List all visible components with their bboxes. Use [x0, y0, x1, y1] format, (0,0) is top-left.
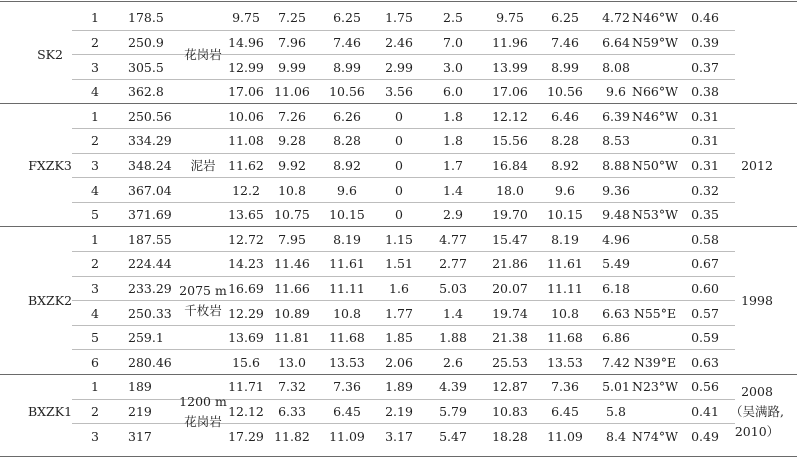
depth-value: 317 [128, 428, 152, 444]
depth-value: 219 [128, 403, 152, 419]
coefficient-value: 0.59 [691, 330, 719, 346]
coefficient-value: 0.35 [691, 207, 719, 223]
row-divider [72, 54, 735, 55]
stress-value: 11.68 [547, 330, 583, 346]
stress-value: 8.92 [333, 157, 361, 173]
stress-value: 4.39 [439, 379, 467, 395]
stress-value: 7.36 [551, 379, 579, 395]
stress-value: 17.06 [228, 84, 264, 100]
stress-value: 9.6 [337, 182, 357, 198]
stress-value: 12.72 [228, 231, 264, 247]
stress-value: 19.74 [492, 305, 528, 321]
stress-value: 6.39 [602, 108, 630, 124]
stress-value: 6.25 [551, 10, 579, 26]
row-number: 1 [91, 379, 99, 395]
row-number: 1 [91, 231, 99, 247]
row-divider [72, 399, 735, 400]
depth-value: 187.55 [128, 231, 172, 247]
stress-value: 6.46 [551, 108, 579, 124]
stress-direction: N46°W [632, 108, 678, 124]
stress-value: 5.03 [439, 280, 467, 296]
row-number: 3 [91, 157, 99, 173]
stress-value: 1.89 [385, 379, 413, 395]
row-divider [72, 423, 735, 424]
stress-direction: N59°W [632, 34, 678, 50]
coefficient-value: 0.31 [691, 133, 719, 149]
row-number: 1 [91, 108, 99, 124]
stress-value: 17.29 [228, 428, 264, 444]
coefficient-value: 0.41 [691, 403, 719, 419]
stress-value: 2.9 [443, 207, 463, 223]
stress-value: 7.32 [278, 379, 306, 395]
stress-value: 9.6 [606, 84, 626, 100]
stress-value: 2.6 [443, 354, 463, 370]
stress-value: 1.6 [389, 280, 409, 296]
stress-value: 6.0 [443, 84, 463, 100]
stress-value: 10.8 [278, 182, 306, 198]
stress-value: 6.86 [602, 330, 630, 346]
year-source-label: 2008 [741, 383, 773, 399]
lithology-label: 花岗岩 [184, 47, 222, 63]
stress-value: 0 [395, 108, 403, 124]
row-divider [72, 30, 735, 31]
borehole-label: SK2 [37, 47, 63, 63]
stress-value: 5.47 [439, 428, 467, 444]
row-number: 2 [91, 34, 99, 50]
year-source-label: （吴满路, [730, 403, 784, 419]
stress-direction: N39°E [633, 354, 677, 370]
row-divider [72, 202, 735, 203]
row-number: 2 [91, 133, 99, 149]
stress-value: 2.46 [385, 34, 413, 50]
stress-value: 10.15 [547, 207, 583, 223]
stress-value: 11.68 [329, 330, 365, 346]
stress-value: 15.6 [232, 354, 260, 370]
stress-value: 16.69 [228, 280, 264, 296]
stress-value: 8.19 [551, 231, 579, 247]
stress-value: 1.85 [385, 330, 413, 346]
stress-value: 1.4 [443, 182, 463, 198]
stress-value: 5.49 [602, 256, 630, 272]
stress-value: 12.12 [492, 108, 528, 124]
stress-value: 3.17 [385, 428, 413, 444]
row-number: 3 [91, 280, 99, 296]
stress-value: 9.75 [496, 10, 524, 26]
stress-value: 13.53 [329, 354, 365, 370]
stress-value: 1.15 [385, 231, 413, 247]
row-divider [72, 300, 735, 301]
stress-direction: N66°W [632, 84, 678, 100]
depth-value: 250.9 [128, 34, 164, 50]
stress-value: 11.06 [274, 84, 310, 100]
stress-value: 7.46 [551, 34, 579, 50]
stress-value: 2.19 [385, 403, 413, 419]
stress-value: 15.56 [492, 133, 528, 149]
coefficient-value: 0.58 [691, 231, 719, 247]
row-number: 3 [91, 428, 99, 444]
year-source-label: 2010） [734, 423, 780, 439]
stress-value: 6.18 [602, 280, 630, 296]
stress-value: 10.83 [492, 403, 528, 419]
stress-direction: N23°W [632, 379, 678, 395]
stress-value: 10.8 [333, 305, 361, 321]
row-number: 4 [91, 305, 99, 321]
stress-value: 8.88 [602, 157, 630, 173]
lithology-label: 1200 m [179, 393, 227, 409]
stress-value: 13.0 [278, 354, 306, 370]
depth-value: 348.24 [128, 157, 172, 173]
row-divider [72, 128, 735, 129]
row-number: 2 [91, 256, 99, 272]
coefficient-value: 0.39 [691, 34, 719, 50]
borehole-label: BXZK1 [27, 403, 73, 419]
stress-direction: N46°W [632, 10, 678, 26]
stress-value: 11.61 [329, 256, 365, 272]
row-divider [72, 79, 735, 80]
stress-value: 12.2 [232, 182, 260, 198]
stress-value: 5.79 [439, 403, 467, 419]
depth-value: 224.44 [128, 256, 172, 272]
depth-value: 305.5 [128, 59, 164, 75]
stress-value: 0 [395, 157, 403, 173]
stress-value: 12.12 [228, 403, 264, 419]
stress-value: 1.88 [439, 330, 467, 346]
stress-value: 18.28 [492, 428, 528, 444]
stress-value: 8.53 [602, 133, 630, 149]
year-source-label: 2012 [741, 157, 773, 173]
stress-direction: N55°E [633, 305, 677, 321]
coefficient-value: 0.49 [691, 428, 719, 444]
row-number: 1 [91, 10, 99, 26]
stress-value: 10.56 [329, 84, 365, 100]
borehole-label: FXZK3 [28, 157, 72, 173]
stress-value: 2.06 [385, 354, 413, 370]
stress-value: 11.71 [228, 379, 264, 395]
row-number: 4 [91, 182, 99, 198]
stress-value: 11.61 [547, 256, 583, 272]
stress-value: 20.07 [492, 280, 528, 296]
stress-value: 7.26 [278, 108, 306, 124]
stress-value: 8.28 [551, 133, 579, 149]
lithology-label: 花岗岩 [184, 413, 222, 429]
stress-value: 7.46 [333, 34, 361, 50]
depth-value: 371.69 [128, 207, 172, 223]
depth-value: 334.29 [128, 133, 172, 149]
table-bottom-rule [0, 456, 797, 457]
row-divider [72, 153, 735, 154]
lithology-label: 2075 m [179, 283, 227, 299]
stress-value: 7.96 [278, 34, 306, 50]
stress-value: 8.28 [333, 133, 361, 149]
row-number: 3 [91, 59, 99, 75]
stress-value: 5.8 [606, 403, 626, 419]
stress-value: 7.42 [602, 354, 630, 370]
stress-value: 8.99 [551, 59, 579, 75]
stress-value: 19.70 [492, 207, 528, 223]
coefficient-value: 0.31 [691, 108, 719, 124]
stress-value: 10.8 [551, 305, 579, 321]
stress-value: 6.45 [333, 403, 361, 419]
stress-value: 1.51 [385, 256, 413, 272]
stress-value: 18.0 [496, 182, 524, 198]
stress-value: 1.4 [443, 305, 463, 321]
stress-value: 8.4 [606, 428, 626, 444]
stress-value: 1.75 [385, 10, 413, 26]
stress-value: 1.8 [443, 133, 463, 149]
stress-value: 7.95 [278, 231, 306, 247]
row-number: 2 [91, 403, 99, 419]
stress-value: 10.15 [329, 207, 365, 223]
stress-value: 9.6 [555, 182, 575, 198]
stress-value: 11.62 [228, 157, 264, 173]
depth-value: 280.46 [128, 354, 172, 370]
depth-value: 178.5 [128, 10, 164, 26]
depth-value: 250.56 [128, 108, 172, 124]
stress-value: 9.92 [278, 157, 306, 173]
stress-value: 14.96 [228, 34, 264, 50]
coefficient-value: 0.31 [691, 157, 719, 173]
stress-value: 0 [395, 182, 403, 198]
stress-value: 9.36 [602, 182, 630, 198]
stress-value: 12.87 [492, 379, 528, 395]
stress-value: 11.09 [329, 428, 365, 444]
stress-value: 13.53 [547, 354, 583, 370]
depth-value: 259.1 [128, 330, 164, 346]
stress-value: 6.64 [602, 34, 630, 50]
stress-value: 1.8 [443, 108, 463, 124]
stress-value: 6.26 [333, 108, 361, 124]
stress-value: 11.81 [274, 330, 310, 346]
stress-value: 1.7 [443, 157, 463, 173]
stress-value: 5.01 [602, 379, 630, 395]
group-divider [0, 103, 797, 104]
stress-value: 21.38 [492, 330, 528, 346]
coefficient-value: 0.60 [691, 280, 719, 296]
stress-value: 4.77 [439, 231, 467, 247]
stress-value: 7.0 [443, 34, 463, 50]
stress-value: 21.86 [492, 256, 528, 272]
stress-value: 11.66 [274, 280, 310, 296]
group-divider [0, 374, 797, 375]
row-divider [72, 349, 735, 350]
stress-value: 13.99 [492, 59, 528, 75]
stress-value: 0 [395, 133, 403, 149]
stress-value: 9.99 [278, 59, 306, 75]
row-number: 4 [91, 84, 99, 100]
lithology-label: 泥岩 [190, 157, 216, 173]
row-divider [72, 325, 735, 326]
row-divider [72, 251, 735, 252]
depth-value: 362.8 [128, 84, 164, 100]
row-number: 6 [91, 354, 99, 370]
coefficient-value: 0.57 [691, 305, 719, 321]
stress-value: 9.48 [602, 207, 630, 223]
stress-value: 4.96 [602, 231, 630, 247]
stress-value: 7.36 [333, 379, 361, 395]
stress-value: 15.47 [492, 231, 528, 247]
stress-value: 4.72 [602, 10, 630, 26]
stress-value: 11.46 [274, 256, 310, 272]
borehole-label: BXZK2 [27, 293, 73, 309]
stress-value: 13.69 [228, 330, 264, 346]
stress-value: 13.65 [228, 207, 264, 223]
row-divider [72, 177, 735, 178]
coefficient-value: 0.38 [691, 84, 719, 100]
stress-value: 10.89 [274, 305, 310, 321]
stress-value: 0 [395, 207, 403, 223]
depth-value: 233.29 [128, 280, 172, 296]
stress-value: 6.25 [333, 10, 361, 26]
stress-value: 10.06 [228, 108, 264, 124]
stress-value: 11.82 [274, 428, 310, 444]
stress-value: 9.28 [278, 133, 306, 149]
stress-value: 8.92 [551, 157, 579, 173]
stress-direction: N74°W [632, 428, 678, 444]
stress-value: 17.06 [492, 84, 528, 100]
stress-value: 11.11 [547, 280, 583, 296]
stress-value: 8.08 [602, 59, 630, 75]
row-number: 5 [91, 330, 99, 346]
stress-value: 10.56 [547, 84, 583, 100]
stress-value: 3.0 [443, 59, 463, 75]
lithology-label: 千枚岩 [184, 303, 222, 319]
stress-value: 6.63 [602, 305, 630, 321]
depth-value: 189 [128, 379, 152, 395]
stress-value: 25.53 [492, 354, 528, 370]
stress-value: 12.99 [228, 59, 264, 75]
stress-value: 8.19 [333, 231, 361, 247]
depth-value: 367.04 [128, 182, 172, 198]
coefficient-value: 0.46 [691, 10, 719, 26]
coefficient-value: 0.67 [691, 256, 719, 272]
coefficient-value: 0.37 [691, 59, 719, 75]
stress-direction: N50°W [632, 157, 678, 173]
stress-value: 11.09 [547, 428, 583, 444]
coefficient-value: 0.56 [691, 379, 719, 395]
stress-value: 11.96 [492, 34, 528, 50]
stress-value: 6.45 [551, 403, 579, 419]
stress-value: 2.5 [443, 10, 463, 26]
coefficient-value: 0.32 [691, 182, 719, 198]
stress-value: 11.11 [329, 280, 365, 296]
coefficient-value: 0.63 [691, 354, 719, 370]
stress-value: 12.29 [228, 305, 264, 321]
row-divider [72, 276, 735, 277]
stress-value: 1.77 [385, 305, 413, 321]
stress-value: 16.84 [492, 157, 528, 173]
stress-value: 8.99 [333, 59, 361, 75]
year-source-label: 1998 [741, 293, 773, 309]
stress-value: 6.33 [278, 403, 306, 419]
stress-value: 14.23 [228, 256, 264, 272]
depth-value: 250.33 [128, 305, 172, 321]
stress-value: 11.08 [228, 133, 264, 149]
group-divider [0, 226, 797, 227]
stress-value: 3.56 [385, 84, 413, 100]
stress-direction: N53°W [632, 207, 678, 223]
stress-value: 2.77 [439, 256, 467, 272]
row-number: 5 [91, 207, 99, 223]
stress-value: 7.25 [278, 10, 306, 26]
stress-value: 9.75 [232, 10, 260, 26]
table-top-rule [0, 1, 797, 2]
stress-value: 10.75 [274, 207, 310, 223]
stress-value: 2.99 [385, 59, 413, 75]
